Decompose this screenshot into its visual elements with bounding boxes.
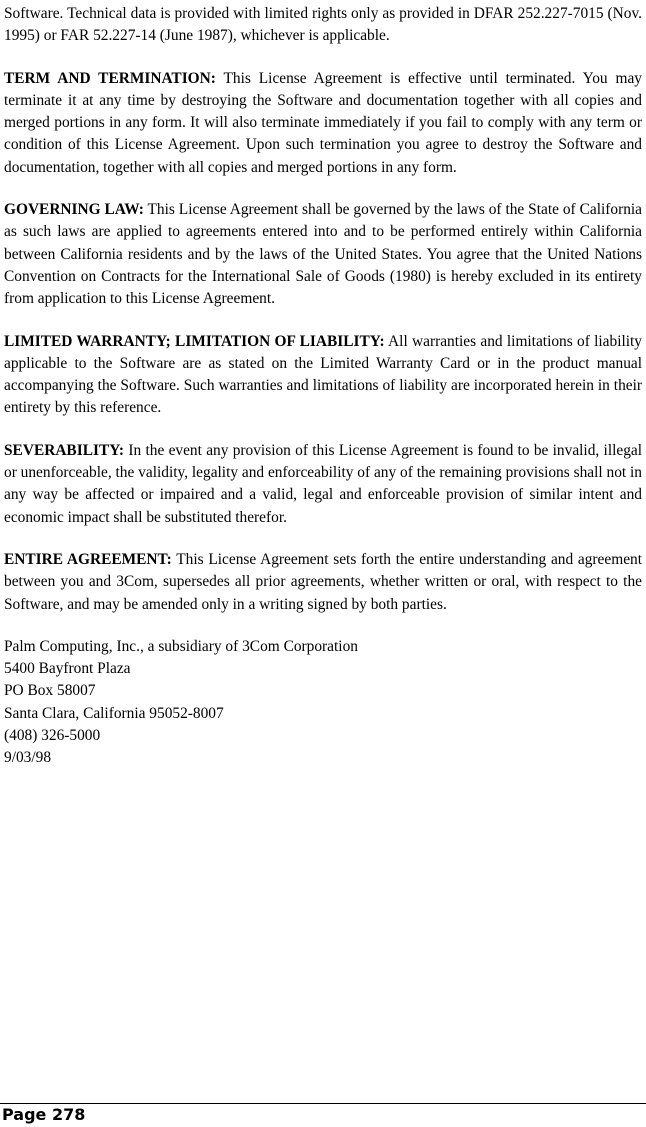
section-body: This License Agreement sets forth the entire understanding and agreement between you and 3Com, supersedes all prior agreements, whether written or oral, with respect to the Software, and may be amended only in a writing signed by both parties.	[4, 550, 642, 613]
page-number: Page 278	[2, 1105, 86, 1124]
po-box: PO Box 58007	[4, 682, 96, 700]
company-address-block	[4, 636, 642, 770]
section-body: This License Agreement is effective until terminated. You may terminate it at any time by destroying the Software and documentation together with all copies and merged portions in any form. It will also terminate immediately if you fail to comply with any term or condition of this License Agreement. Upon such termination you agree to destroy the Software and documentation, together with all copies and merged portions in any form.	[4, 69, 642, 176]
limited-warranty-paragraph	[4, 331, 642, 420]
governing-law-paragraph	[4, 199, 642, 310]
section-heading: GOVERNING LAW:	[4, 201, 144, 219]
phone-number: (408) 326-5000	[4, 727, 101, 745]
section-heading: TERM AND TERMINATION:	[4, 69, 216, 87]
street-address: 5400 Bayfront Plaza	[4, 660, 131, 678]
footer-divider	[0, 1103, 646, 1104]
section-body: All warranties and limitations of liability applicable to the Software are as stated on the Limited Warranty Card or in the product manual accompanying the Software. Such warranties and limitations of liability are incorporated herein in their entirety by this reference.	[4, 332, 642, 417]
section-body: In the event any provision of this License Agreement is found to be invalid, illegal or unenforceable, the validity, legality and enforceability of any of the remaining provisions shall not in any way be affected or impaired and a valid, legal and enforceable provision of similar intent and economic impact shall be substituted therefor.	[4, 441, 643, 526]
section-heading: LIMITED WARRANTY; LIMITATION OF LIABILITY:	[4, 332, 385, 350]
severability-paragraph	[4, 440, 642, 529]
document-date: 9/03/98	[4, 749, 52, 767]
term-and-termination-paragraph	[4, 68, 642, 179]
company-name: Palm Computing, Inc., a subsidiary of 3Com Corporation	[4, 637, 358, 655]
entire-agreement-paragraph	[4, 549, 642, 616]
section-heading: ENTIRE AGREEMENT:	[4, 550, 172, 568]
city-state-zip: Santa Clara, California 95052-8007	[4, 704, 224, 722]
intro-paragraph: Software. Technical data is provided with limited rights only as provided in DFAR 252.227-7015 (Nov. 1995) or FAR 52.227-14 (June 1987), whichever is applicable.	[4, 5, 642, 45]
section-heading: SEVERABILITY:	[4, 441, 125, 459]
section-body: This License Agreement shall be governed by the laws of the State of California as such laws are applied to agreements entered into and to be performed entirely within California between California residents and by the laws of the United States. You agree that the United Nations Convention on Contracts for the International Sale of Goods (1980) is hereby excluded in its entirety from application to this License Agreement.	[4, 201, 642, 308]
document-page	[4, 0, 642, 770]
